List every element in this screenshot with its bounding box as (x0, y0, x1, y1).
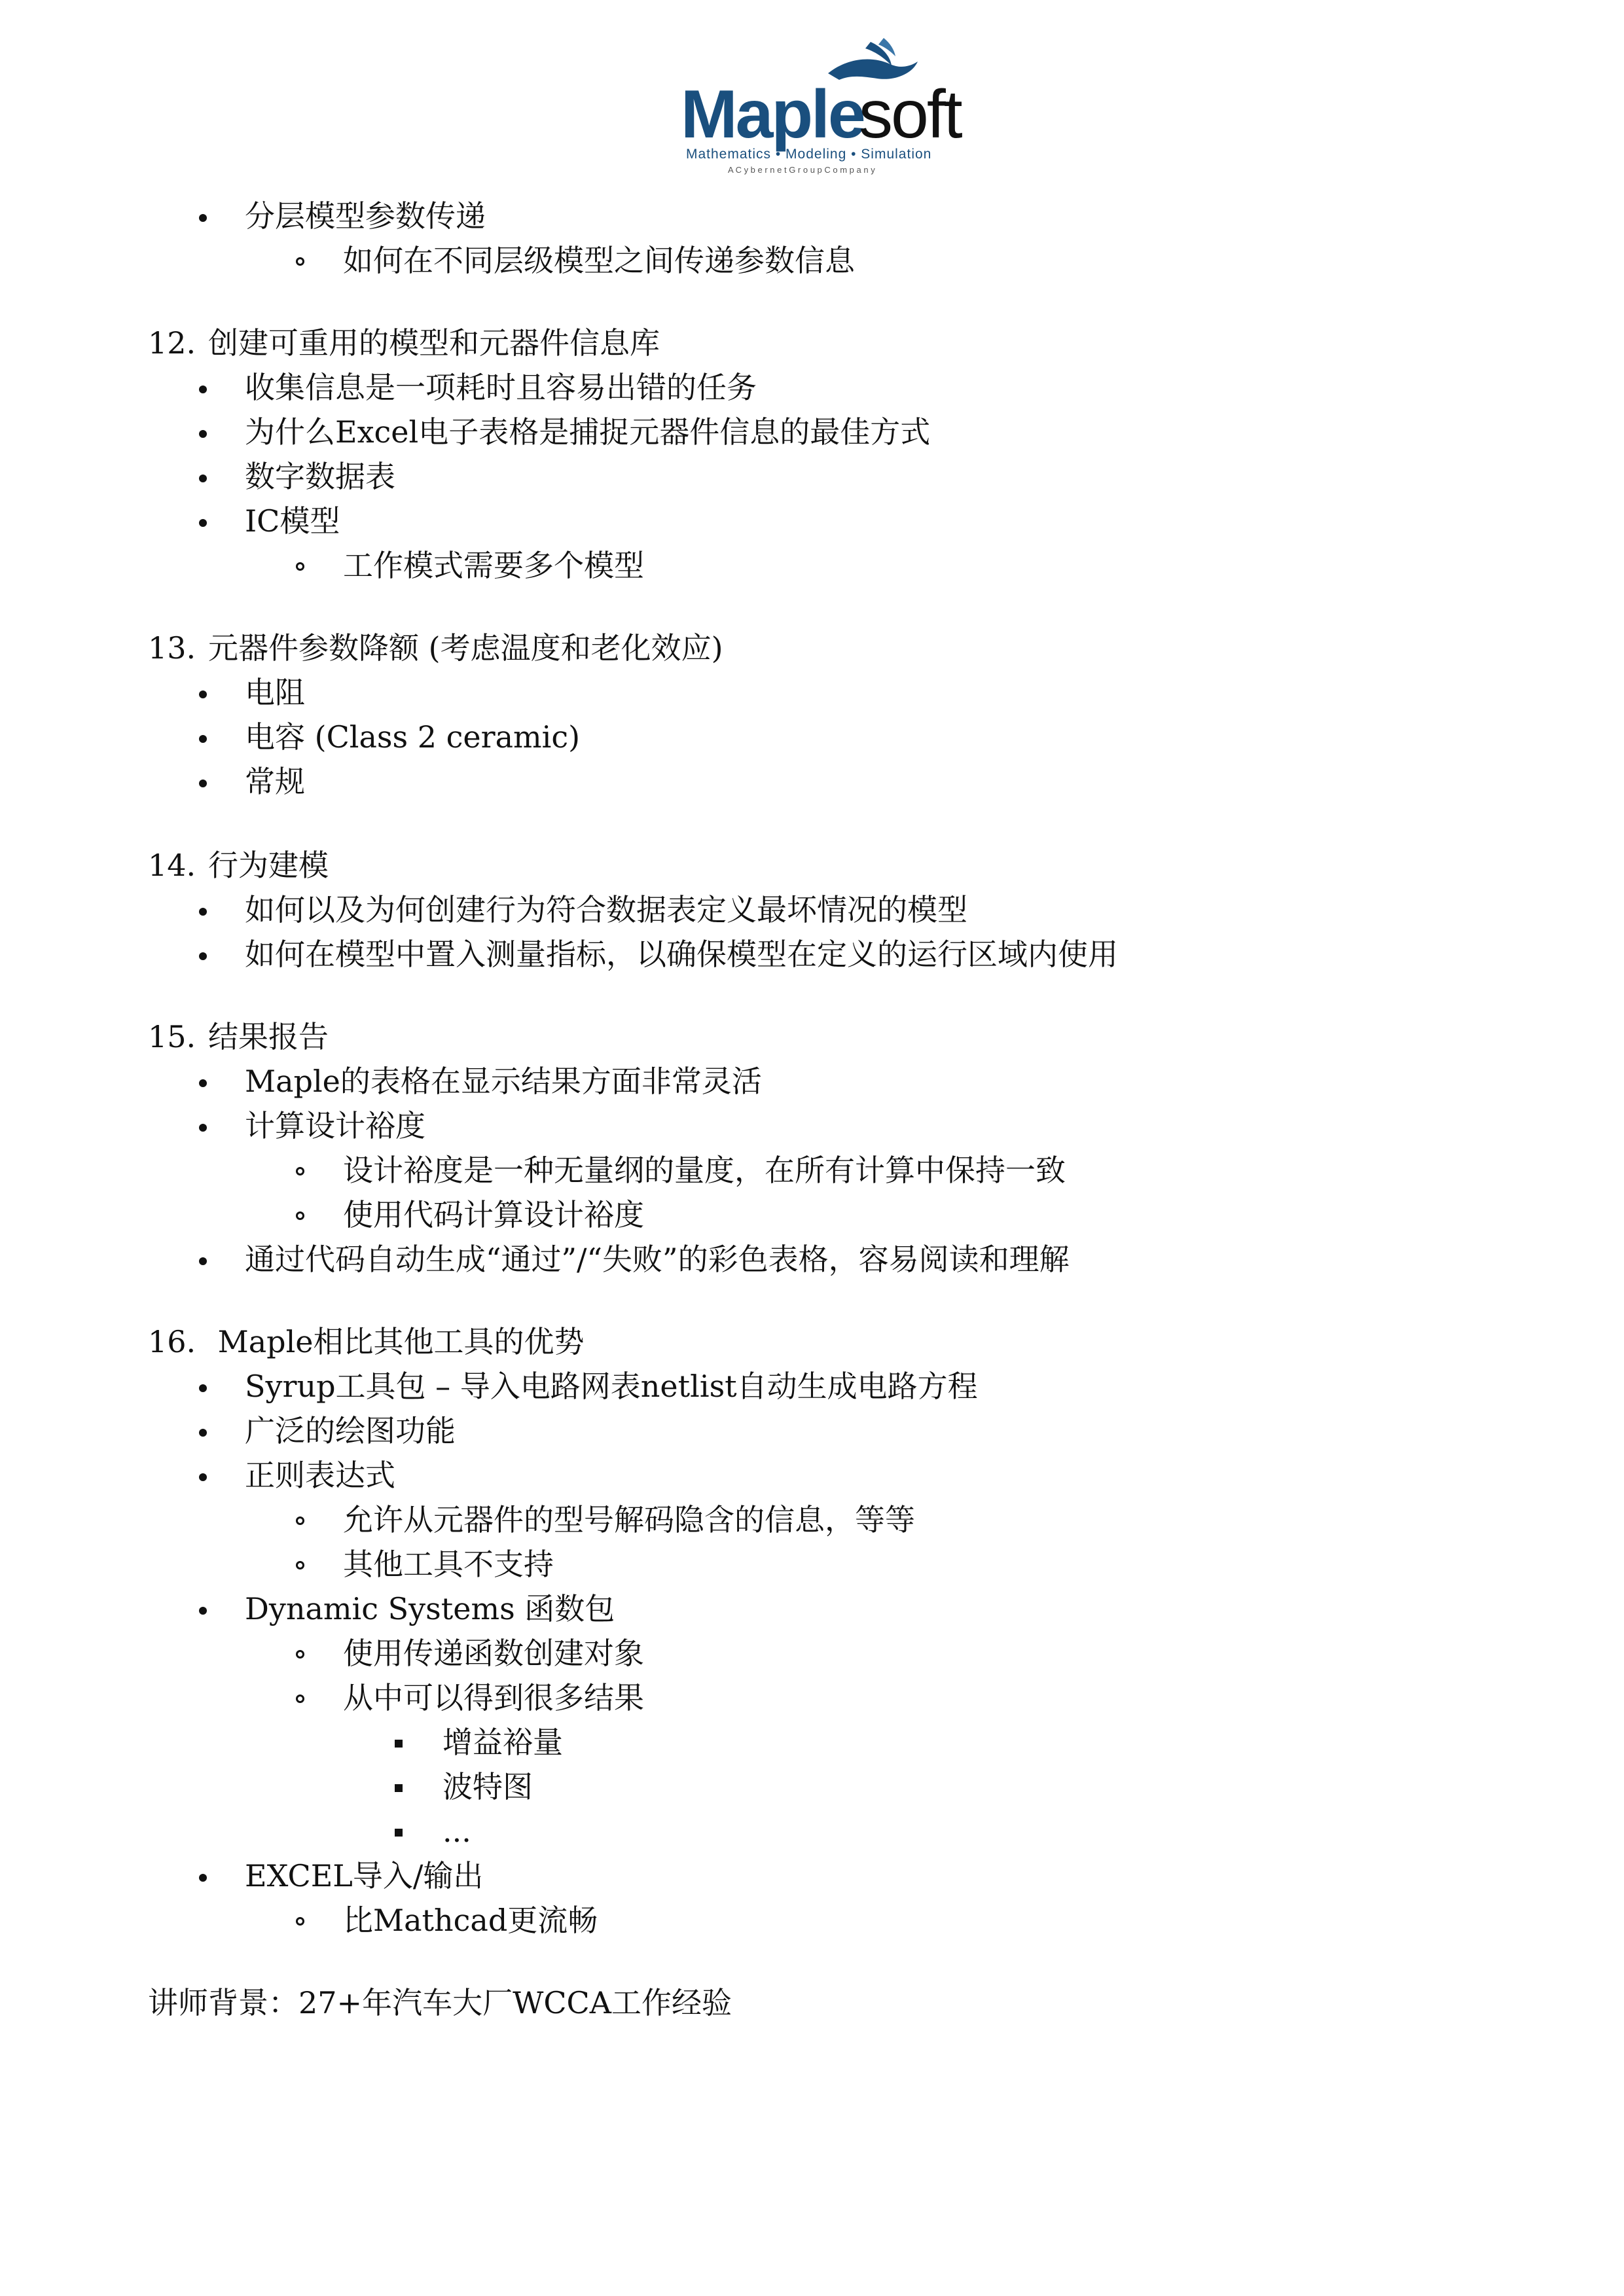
sub-bullet-marker (296, 1211, 304, 1220)
bullet-text: 电阻 (245, 675, 305, 710)
bullet-marker (199, 430, 207, 438)
section-16-heading (148, 1322, 585, 1361)
bullet-text: 数字数据表 (245, 459, 395, 494)
sub-bullet-marker (296, 1650, 304, 1659)
sub-sub-bullet-text: 波特图 (442, 1769, 533, 1804)
sub-bullet-marker (296, 562, 304, 571)
bullet-marker (199, 952, 207, 960)
bullet-text: 收集信息是一项耗时且容易出错的任务 (245, 370, 757, 405)
brand-tagline: Mathematics • Modeling • Simulation (686, 147, 932, 162)
bullet-text: 如何以及为何创建行为符合数据表定义最坏情况的模型 (245, 892, 967, 927)
bullet-marker (199, 214, 207, 222)
bullet-marker (199, 1874, 207, 1882)
bullet-marker (199, 1079, 207, 1087)
section-title: 元器件参数降额 (考虑温度和老化效应) (208, 630, 723, 666)
section-number: 16. (148, 1324, 196, 1359)
bullet-text: EXCEL导入/输出 (245, 1858, 484, 1893)
bullet-text: 如何在模型中置入测量指标，以确保模型在定义的运行区域内使用 (245, 937, 1118, 972)
sub-bullet-text: 从中可以得到很多结果 (343, 1680, 644, 1715)
bullet-text: 电容 (Class 2 ceramic) (245, 719, 581, 755)
bullet-marker (199, 1124, 207, 1132)
bullet-marker (199, 1384, 207, 1392)
bullet-marker (199, 519, 207, 527)
bullet-text: 广泛的绘图功能 (245, 1413, 456, 1448)
sub-bullet-text: 设计裕度是一种无量纲的量度，在所有计算中保持一致 (343, 1153, 1066, 1188)
sub-sub-bullet-text: ... (442, 1814, 471, 1849)
square-bullet-marker (395, 1829, 403, 1837)
section-number: 12. (148, 325, 196, 361)
bullet-marker (199, 1473, 207, 1481)
bullet-text: 常规 (245, 764, 305, 799)
maplesoft-logo-graphic (674, 33, 982, 177)
bullet-text: Maple的表格在显示结果方面非常灵活 (245, 1064, 762, 1099)
square-bullet-marker (395, 1784, 403, 1792)
sub-bullet-text: 其他工具不支持 (343, 1547, 554, 1582)
section-number: 13. (148, 630, 196, 666)
bullet-marker (199, 1257, 207, 1265)
sub-bullet-text: 如何在不同层级模型之间传递参数信息 (343, 243, 855, 278)
bullet-text: 分层模型参数传递 (245, 198, 486, 234)
square-bullet-marker (395, 1740, 403, 1748)
section-14-heading (148, 846, 329, 885)
section-number: 15. (148, 1019, 196, 1054)
sub-bullet-text: 使用传递函数创建对象 (343, 1636, 644, 1671)
brand-subtag: A C y b e r n e t G r o u p C o m p a n y (728, 165, 875, 175)
bullet-text: Syrup工具包 – 导入电路网表netlist自动生成电路方程 (245, 1369, 978, 1404)
section-title: 创建可重用的模型和元器件信息库 (208, 325, 660, 361)
section-15-heading (148, 1017, 329, 1056)
brand-name-soft: soft (859, 77, 961, 152)
bullet-marker (199, 1429, 207, 1437)
sub-bullet-text: 工作模式需要多个模型 (343, 548, 644, 583)
bullet-marker (199, 475, 207, 482)
sub-bullet-marker (296, 1695, 304, 1703)
section-title: 结果报告 (208, 1019, 329, 1054)
bullet-text: Dynamic Systems 函数包 (245, 1591, 615, 1626)
sub-bullet-marker (296, 1167, 304, 1175)
section-title: 行为建模 (208, 848, 329, 883)
bullet-text: 正则表达式 (245, 1458, 395, 1493)
sub-bullet-marker (296, 1516, 304, 1525)
bullet-text: 为什么Excel电子表格是捕捉元器件信息的最佳方式 (245, 414, 931, 450)
sub-bullet-marker (296, 1917, 304, 1926)
bullet-text: IC模型 (245, 503, 340, 539)
sub-bullet-text: 使用代码计算设计裕度 (343, 1197, 644, 1232)
sub-bullet-text: 比Mathcad更流畅 (343, 1903, 598, 1938)
bullet-text: 计算设计裕度 (245, 1108, 425, 1143)
section-number: 14. (148, 848, 196, 883)
brand-name-maple: Maple (681, 77, 864, 152)
sub-bullet-text: 允许从元器件的型号解码隐含的信息，等等 (343, 1502, 915, 1537)
maplesoft-logo (674, 33, 982, 177)
sub-bullet-marker (296, 257, 304, 266)
section-title: Maple相比其他工具的优势 (208, 1324, 585, 1359)
bullet-text: 通过代码自动生成“通过”/“失败”的彩色表格，容易阅读和理解 (245, 1242, 1070, 1277)
bullet-marker (199, 780, 207, 787)
bullet-marker (199, 1607, 207, 1615)
bullet-marker (199, 908, 207, 916)
sub-bullet-marker (296, 1561, 304, 1570)
sub-sub-bullet-text: 增益裕量 (442, 1725, 563, 1760)
instructor-note: 讲师背景：27+年汽车大厂WCCA工作经验 (148, 1985, 732, 2020)
section-13-heading (148, 628, 723, 668)
bullet-marker (199, 386, 207, 393)
section-12-heading (148, 323, 660, 363)
bullet-marker (199, 735, 207, 743)
bullet-marker (199, 691, 207, 698)
